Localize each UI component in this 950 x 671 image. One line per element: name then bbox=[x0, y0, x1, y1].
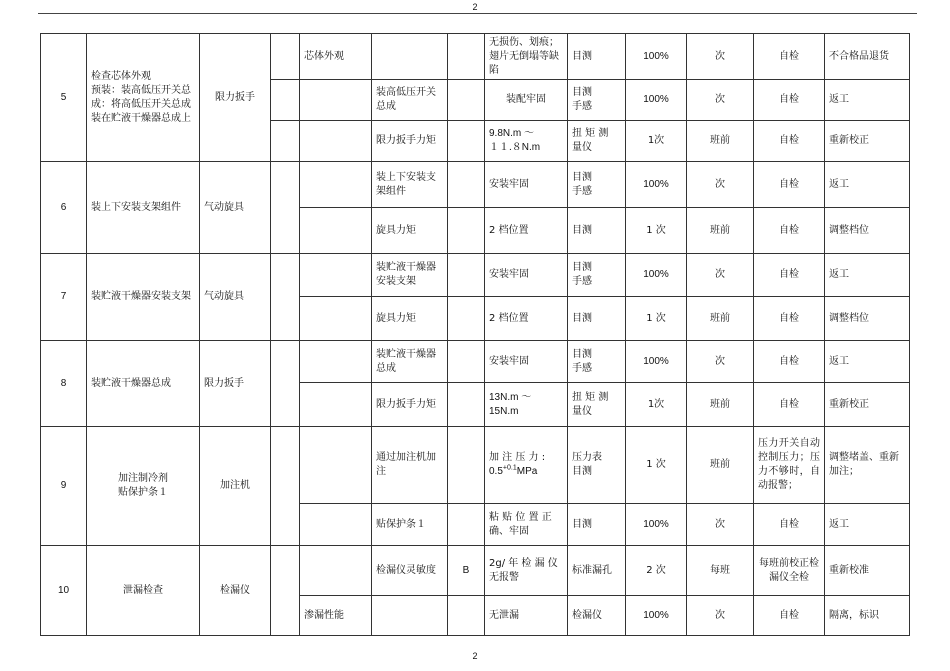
inspector-cell: 自检 bbox=[754, 80, 825, 121]
percent-cell: 1 次 bbox=[626, 208, 687, 254]
check-item-cell: 装贮液干燥器安装支架 bbox=[372, 254, 448, 297]
step-number: 8 bbox=[41, 341, 87, 427]
percent-cell: 100% bbox=[626, 341, 687, 383]
tool-cell: 限力扳手 bbox=[200, 341, 271, 427]
standard-cell bbox=[485, 427, 568, 504]
method-cell: 扭 矩 测 量仪 bbox=[568, 121, 626, 162]
inspector-cell: 自检 bbox=[754, 297, 825, 341]
frequency-cell: 次 bbox=[687, 596, 754, 636]
check-item-cell: 检漏仪灵敏度 bbox=[372, 546, 448, 596]
empty-cell bbox=[300, 208, 372, 254]
tool-cell: 检漏仪 bbox=[200, 546, 271, 636]
percent-cell: 1 次 bbox=[626, 297, 687, 341]
check-item-cell: 限力扳手力矩 bbox=[372, 121, 448, 162]
inspection-table bbox=[40, 33, 910, 636]
grade-cell bbox=[448, 504, 485, 546]
standard-cell: 粘 贴 位 置 正确、牢固 bbox=[485, 504, 568, 546]
grade-cell bbox=[448, 254, 485, 297]
tool-cell: 气动旋具 bbox=[200, 254, 271, 341]
grade-cell bbox=[448, 383, 485, 427]
empty-cell bbox=[300, 121, 372, 162]
table-row bbox=[41, 546, 910, 596]
grade-cell bbox=[448, 208, 485, 254]
method-cell: 目测 手感 bbox=[568, 341, 626, 383]
standard-cell: 9.8N.m ～ １１.８N.m bbox=[485, 121, 568, 162]
step-number: 7 bbox=[41, 254, 87, 341]
grade-cell bbox=[448, 80, 485, 121]
step-number: 5 bbox=[41, 34, 87, 162]
empty-cell bbox=[271, 162, 300, 254]
inspector-cell: 自检 bbox=[754, 383, 825, 427]
action-cell: 隔离，标识 bbox=[825, 596, 910, 636]
frequency-cell: 班前 bbox=[687, 121, 754, 162]
percent-cell: 100% bbox=[626, 34, 687, 80]
table-row bbox=[41, 162, 910, 208]
table-row bbox=[41, 341, 910, 383]
grade-cell bbox=[448, 34, 485, 80]
empty-cell bbox=[300, 504, 372, 546]
grade-cell bbox=[448, 162, 485, 208]
inspector-cell: 自检 bbox=[754, 162, 825, 208]
empty-cell bbox=[271, 34, 300, 80]
empty-cell bbox=[271, 427, 300, 546]
tool-cell: 加注机 bbox=[200, 427, 271, 546]
inspector-cell: 自检 bbox=[754, 208, 825, 254]
action-cell: 重新校正 bbox=[825, 383, 910, 427]
tool-cell: 限力扳手 bbox=[200, 34, 271, 162]
header-rule bbox=[38, 13, 917, 14]
standard-cell: 2 档位置 bbox=[485, 297, 568, 341]
table-row bbox=[41, 427, 910, 504]
standard-cell: 2g/ 年 检 漏 仪无报警 bbox=[485, 546, 568, 596]
table-row bbox=[41, 34, 910, 80]
grade-cell: B bbox=[448, 546, 485, 596]
check-item-cell: 限力扳手力矩 bbox=[372, 383, 448, 427]
check-item-cell: 通过加注机加注 bbox=[372, 427, 448, 504]
frequency-cell: 次 bbox=[687, 341, 754, 383]
method-cell: 目测 bbox=[568, 34, 626, 80]
standard-cell: 13N.m ～ 15N.m bbox=[485, 383, 568, 427]
percent-cell: 100% bbox=[626, 596, 687, 636]
pressure-value: 0.5 bbox=[489, 466, 503, 477]
inspector-cell: 自检 bbox=[754, 34, 825, 80]
percent-cell: 1次 bbox=[626, 121, 687, 162]
standard-cell: 装配牢固 bbox=[485, 80, 568, 121]
percent-cell: 2 次 bbox=[626, 546, 687, 596]
pressure-unit: MPa bbox=[516, 466, 538, 477]
check-item-cell: 旋具力矩 bbox=[372, 208, 448, 254]
method-cell: 压力表 目测 bbox=[568, 427, 626, 504]
empty-cell bbox=[300, 162, 372, 208]
empty-cell bbox=[300, 297, 372, 341]
method-cell: 目测 手感 bbox=[568, 254, 626, 297]
frequency-cell: 班前 bbox=[687, 208, 754, 254]
pressure-label: 加 注 压 力 : bbox=[489, 452, 546, 463]
action-cell: 返工 bbox=[825, 254, 910, 297]
grade-cell bbox=[448, 297, 485, 341]
tool-cell: 气动旋具 bbox=[200, 162, 271, 254]
check-item-cell: 装上下安装支架组件 bbox=[372, 162, 448, 208]
action-cell: 返工 bbox=[825, 341, 910, 383]
step-number: 6 bbox=[41, 162, 87, 254]
inspector-cell: 自检 bbox=[754, 504, 825, 546]
inspector-cell: 自检 bbox=[754, 341, 825, 383]
step-number: 9 bbox=[41, 427, 87, 546]
action-cell: 调整档位 bbox=[825, 208, 910, 254]
check-item-cell: 贴保护条１ bbox=[372, 504, 448, 546]
action-cell: 返工 bbox=[825, 80, 910, 121]
action-cell: 重新校正 bbox=[825, 121, 910, 162]
frequency-cell: 次 bbox=[687, 34, 754, 80]
operation-cell: 加注制冷剂 贴保护条１ bbox=[87, 427, 200, 546]
empty-cell bbox=[300, 427, 372, 504]
table-row bbox=[41, 254, 910, 297]
percent-cell: 100% bbox=[626, 80, 687, 121]
frequency-cell: 次 bbox=[687, 254, 754, 297]
check-part-cell: 芯体外观 bbox=[300, 34, 372, 80]
method-cell: 目测 bbox=[568, 504, 626, 546]
frequency-cell: 班前 bbox=[687, 427, 754, 504]
empty-cell bbox=[271, 341, 300, 427]
empty-cell bbox=[271, 121, 300, 162]
empty-cell bbox=[300, 80, 372, 121]
action-cell: 返工 bbox=[825, 504, 910, 546]
frequency-cell: 班前 bbox=[687, 383, 754, 427]
action-cell: 不合格品退货 bbox=[825, 34, 910, 80]
inspector-cell: 自检 bbox=[754, 596, 825, 636]
frequency-cell: 次 bbox=[687, 80, 754, 121]
check-item-cell: 装贮液干燥器总成 bbox=[372, 341, 448, 383]
action-cell: 调整档位 bbox=[825, 297, 910, 341]
standard-cell: 无泄漏 bbox=[485, 596, 568, 636]
method-cell: 检漏仪 bbox=[568, 596, 626, 636]
inspector-cell: 自检 bbox=[754, 254, 825, 297]
grade-cell bbox=[448, 121, 485, 162]
action-cell: 重新校准 bbox=[825, 546, 910, 596]
standard-cell: 安装牢固 bbox=[485, 341, 568, 383]
percent-cell: 1次 bbox=[626, 383, 687, 427]
action-cell: 返工 bbox=[825, 162, 910, 208]
frequency-cell: 次 bbox=[687, 162, 754, 208]
empty-cell bbox=[372, 596, 448, 636]
method-cell: 扭 矩 测 量仪 bbox=[568, 383, 626, 427]
inspector-cell: 压力开关自动控制压力；压力不够时，自动报警； bbox=[754, 427, 825, 504]
frequency-cell: 次 bbox=[687, 504, 754, 546]
empty-cell bbox=[300, 546, 372, 596]
check-item-cell: 装高低压开关总成 bbox=[372, 80, 448, 121]
check-part-cell: 渗漏性能 bbox=[300, 596, 372, 636]
operation-cell: 泄漏检查 bbox=[87, 546, 200, 636]
operation-cell: 装上下安装支架组件 bbox=[87, 162, 200, 254]
inspector-cell: 自检 bbox=[754, 121, 825, 162]
page-number-top: 2 bbox=[472, 2, 478, 12]
grade-cell bbox=[448, 341, 485, 383]
operation-cell: 装贮液干燥器总成 bbox=[87, 341, 200, 427]
method-cell: 目测 手感 bbox=[568, 80, 626, 121]
grade-cell bbox=[448, 596, 485, 636]
empty-cell bbox=[271, 80, 300, 121]
percent-cell: 1 次 bbox=[626, 427, 687, 504]
frequency-cell: 班前 bbox=[687, 297, 754, 341]
empty-cell bbox=[300, 341, 372, 383]
check-item-cell bbox=[372, 34, 448, 80]
percent-cell: 100% bbox=[626, 504, 687, 546]
method-cell: 标准漏孔 bbox=[568, 546, 626, 596]
step-number: 10 bbox=[41, 546, 87, 636]
pressure-tolerance: +0.1 bbox=[502, 464, 517, 472]
page-number-bottom: 2 bbox=[472, 651, 478, 661]
empty-cell bbox=[271, 546, 300, 636]
method-cell: 目测 bbox=[568, 297, 626, 341]
percent-cell: 100% bbox=[626, 254, 687, 297]
standard-cell: 无损伤、划痕；翅片无倒塌等缺陷 bbox=[485, 34, 568, 80]
operation-cell: 装贮液干燥器安装支架 bbox=[87, 254, 200, 341]
empty-cell bbox=[300, 383, 372, 427]
standard-cell: 安装牢固 bbox=[485, 254, 568, 297]
check-item-cell: 旋具力矩 bbox=[372, 297, 448, 341]
method-cell: 目测 bbox=[568, 208, 626, 254]
standard-cell: 2 档位置 bbox=[485, 208, 568, 254]
method-cell: 目测 手感 bbox=[568, 162, 626, 208]
action-cell: 调整堵盖、重新加注； bbox=[825, 427, 910, 504]
percent-cell: 100% bbox=[626, 162, 687, 208]
operation-cell: 检查芯体外观 预装：装高低压开关总成：将高低压开关总成装在贮液干燥器总成上 bbox=[87, 34, 200, 162]
empty-cell bbox=[300, 254, 372, 297]
frequency-cell: 每班 bbox=[687, 546, 754, 596]
grade-cell bbox=[448, 427, 485, 504]
standard-cell: 安装牢固 bbox=[485, 162, 568, 208]
empty-cell bbox=[271, 254, 300, 341]
inspector-cell: 每班前校正检漏仪全检 bbox=[754, 546, 825, 596]
